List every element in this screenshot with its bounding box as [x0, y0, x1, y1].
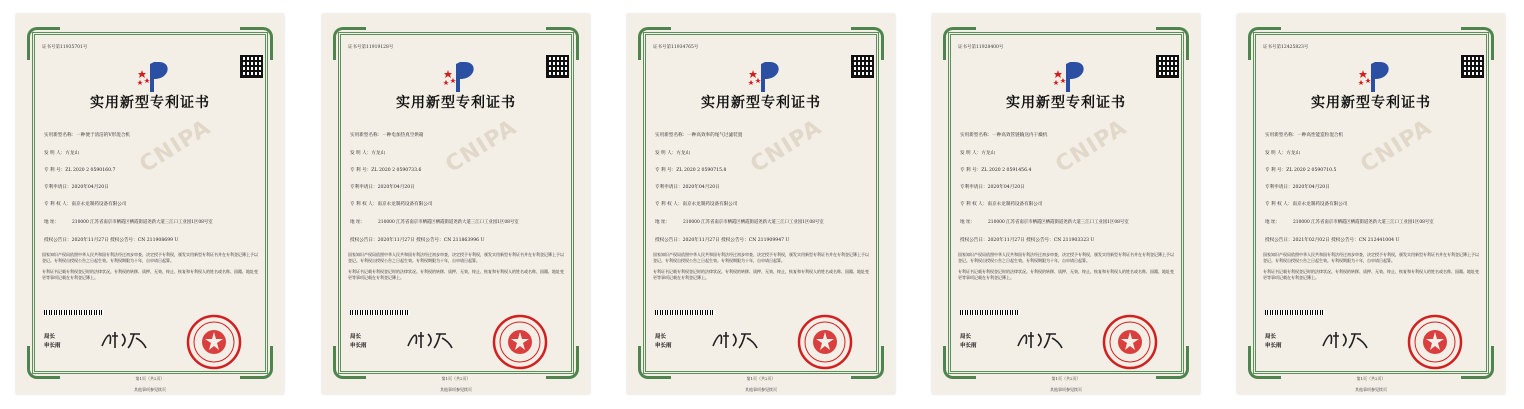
director-name: 申长雨 — [655, 343, 672, 349]
qr-code-icon — [851, 55, 874, 78]
footer-note: 其他事项参见续页 — [745, 387, 777, 392]
legal-status-paragraph: 专利证书记载专利权登记时的法律状况。专利权的转移、质押、无效、终止、恢复和专利权人的姓名或名称、国籍、地址变更等事项记载在专利登记簿上。 — [958, 269, 1174, 280]
certificate-title: 实用新型专利证书 — [1311, 95, 1431, 111]
director-name: 申长雨 — [1265, 343, 1282, 349]
cnipa-logo-icon — [134, 58, 174, 94]
legal-status-paragraph: 专利证书记载专利权登记时的法律状况。专利权的转移、质押、无效、终止、恢复和专利权人的姓名或名称、国籍、地址变更等事项记载在专利登记簿上。 — [653, 269, 869, 280]
patent-certificate-1 — [16, 14, 284, 394]
signature-icon — [1016, 328, 1066, 350]
signature-icon — [711, 328, 761, 350]
patent-number: 专 利 号：ZL 2020 2 0591456.4 — [960, 168, 1032, 173]
certificate-number: 证书号第11919128号 — [348, 45, 394, 50]
address-label: 地 址： — [655, 220, 671, 225]
certificate-number: 证书号第12425823号 — [1263, 45, 1309, 50]
grant-notice: 授权公告日：2020年11月27日 授权公告号：CN 211909947 U — [655, 238, 790, 243]
certificate-number: 证书号第11935701号 — [42, 45, 88, 50]
grant-paragraph: 国家知识产权局依照中华人民共和国专利法经过初步审查，决定授予专利权，颁发实用新型专利证书并在专利登记簿上予以登记。专利权自授权公告之日起生效。专利权期限为十年，自申请日起算。 — [653, 252, 869, 263]
footer-note: 其他事项参见续页 — [134, 387, 166, 392]
official-seal-icon — [186, 314, 242, 370]
footer-note: 其他事项参见续页 — [1355, 387, 1387, 392]
certificate-number: 证书号第11934765号 — [653, 45, 699, 50]
cnipa-logo-icon — [745, 58, 785, 94]
director-name: 申长雨 — [350, 343, 367, 349]
certificate-title: 实用新型专利证书 — [701, 95, 821, 111]
corner-ornament-icon — [1461, 346, 1494, 379]
cnipa-watermark: CNIPA — [1356, 115, 1437, 178]
corner-ornament-icon — [240, 346, 273, 379]
director-title: 局长 — [350, 334, 362, 340]
utility-model-name: 实用新型名称：一种电加热真空烘箱 — [350, 133, 424, 138]
certificate-title: 实用新型专利证书 — [1006, 95, 1126, 111]
barcode-icon — [1265, 310, 1325, 315]
patent-certificate-2 — [322, 14, 590, 394]
barcode-icon — [960, 310, 1020, 315]
corner-ornament-icon — [333, 346, 366, 379]
grant-paragraph: 国家知识产权局依照中华人民共和国专利法经过初步审查，决定授予专利权，颁发实用新型专利证书并在专利登记簿上予以登记。专利权自授权公告之日起生效。专利权期限为十年，自申请日起算。 — [348, 252, 564, 263]
qr-code-icon — [546, 55, 569, 78]
corner-ornament-icon — [1248, 346, 1281, 379]
footer-note: 其他事项参见续页 — [440, 387, 472, 392]
corner-ornament-icon — [1156, 346, 1189, 379]
director-name: 申长雨 — [44, 343, 61, 349]
address-label: 地 址： — [960, 220, 976, 225]
qr-code-icon — [1461, 55, 1484, 78]
address: 210000 江苏省南京市栖霞区栖霞街道尧新大道三江口工业园1区08号室 — [988, 220, 1129, 225]
grant-notice: 授权公告日：2020年11月27日 授权公告号：CN 211903323 U — [960, 238, 1095, 243]
patent-number: 专 利 号：ZL 2020 2 0590715.8 — [655, 168, 727, 173]
grant-paragraph: 国家知识产权局依照中华人民共和国专利法经过初步审查，决定授予专利权，颁发实用新型专利证书并在专利登记簿上予以登记。专利权自授权公告之日起生效。专利权期限为十年，自申请日起算。 — [958, 252, 1174, 263]
utility-model-name: 实用新型名称：一种高效管链输送内干燥机 — [960, 133, 1048, 138]
grant-notice: 授权公告日：2021年02月02日 授权公告号：CN 212441004 U — [1265, 238, 1400, 243]
patent-certificate-4 — [932, 14, 1200, 394]
inventor: 发 明 人：方龙山 — [350, 151, 386, 156]
certificate-title: 实用新型专利证书 — [90, 95, 210, 111]
director-title: 局长 — [44, 334, 56, 340]
utility-model-name: 实用新型名称：一种高效率的尾气过滤装置 — [655, 133, 743, 138]
application-date: 专利申请日：2020年04月20日 — [44, 185, 109, 190]
address: 210000 江苏省南京市栖霞区栖霞街道尧新大道三江口工业园1区08号室 — [683, 220, 824, 225]
patent-number: 专 利 号：ZL 2020 2 0590710.5 — [1265, 168, 1337, 173]
inventor: 发 明 人：方龙山 — [655, 151, 691, 156]
page-note: 第1页（共2页） — [746, 376, 776, 381]
page-note: 第1页（共2页） — [441, 376, 471, 381]
barcode-icon — [44, 310, 104, 315]
barcode-icon — [350, 310, 410, 315]
qr-code-icon — [1156, 55, 1179, 78]
cnipa-logo-icon — [1355, 58, 1395, 94]
footer-note: 其他事项参见续页 — [1050, 387, 1082, 392]
legal-status-paragraph: 专利证书记载专利权登记时的法律状况。专利权的转移、质押、无效、终止、恢复和专利权人的姓名或名称、国籍、地址变更等事项记载在专利登记簿上。 — [1263, 269, 1479, 280]
grant-notice: 授权公告日：2020年11月27日 授权公告号：CN 211908699 U — [44, 238, 179, 243]
cnipa-watermark: CNIPA — [135, 115, 216, 178]
patentee: 专 利 权 人：南京永龙制药设备有限公司 — [1265, 202, 1348, 207]
patent-certificate-3 — [627, 14, 895, 394]
certificate-number: 证书号第11928400号 — [958, 45, 1004, 50]
application-date: 专利申请日：2020年04月20日 — [350, 185, 415, 190]
corner-ornament-icon — [638, 346, 671, 379]
cnipa-logo-icon — [1050, 58, 1090, 94]
legal-status-paragraph: 专利证书记载专利权登记时的法律状况。专利权的转移、质押、无效、终止、恢复和专利权人的姓名或名称、国籍、地址变更等事项记载在专利登记簿上。 — [42, 269, 258, 280]
address-label: 地 址： — [1265, 220, 1281, 225]
inventor: 发 明 人：方龙山 — [1265, 151, 1301, 156]
corner-ornament-icon — [546, 346, 579, 379]
patent-number: 专 利 号：ZL 2020 2 0590733.6 — [350, 168, 422, 173]
inventor: 发 明 人：方龙山 — [44, 151, 80, 156]
official-seal-icon — [1102, 314, 1158, 370]
address: 210000 江苏省南京市栖霞区栖霞街道尧新大道三江口工业园1区08号室 — [1293, 220, 1434, 225]
cnipa-logo-icon — [440, 58, 480, 94]
address: 210000 江苏省南京市栖霞区栖霞街道尧新大道三江口工业园1区08号室 — [378, 220, 519, 225]
signature-icon — [1321, 328, 1371, 350]
cnipa-watermark: CNIPA — [1051, 115, 1132, 178]
patentee: 专 利 权 人：南京永龙制药设备有限公司 — [44, 202, 127, 207]
inventor: 发 明 人：方龙山 — [960, 151, 996, 156]
patent-certificate-5 — [1237, 14, 1505, 394]
utility-model-name: 实用新型名称：一种便于清洁的V形混合机 — [44, 133, 131, 138]
patentee: 专 利 权 人：南京永龙制药设备有限公司 — [960, 202, 1043, 207]
application-date: 专利申请日：2020年04月20日 — [960, 185, 1025, 190]
cnipa-watermark: CNIPA — [441, 115, 522, 178]
address-label: 地 址： — [44, 220, 60, 225]
corner-ornament-icon — [851, 346, 884, 379]
utility-model-name: 实用新型名称：一种高性能造粒混合机 — [1265, 133, 1344, 138]
patentee: 专 利 权 人：南京永龙制药设备有限公司 — [350, 202, 433, 207]
application-date: 专利申请日：2020年04月20日 — [1265, 185, 1330, 190]
director-title: 局长 — [1265, 334, 1277, 340]
address: 210000 江苏省南京市栖霞区栖霞街道尧新大道三江口工业园1区08号室 — [72, 220, 213, 225]
address-label: 地 址： — [350, 220, 366, 225]
corner-ornament-icon — [27, 346, 60, 379]
certificate-title: 实用新型专利证书 — [396, 95, 516, 111]
patentee: 专 利 权 人：南京永龙制药设备有限公司 — [655, 202, 738, 207]
signature-icon — [406, 328, 456, 350]
signature-icon — [100, 328, 150, 350]
director-title: 局长 — [960, 334, 972, 340]
grant-notice: 授权公告日：2020年11月27日 授权公告号：CN 211863996 U — [350, 238, 485, 243]
director-title: 局长 — [655, 334, 667, 340]
grant-paragraph: 国家知识产权局依照中华人民共和国专利法经过初步审查，决定授予专利权，颁发实用新型专利证书并在专利登记簿上予以登记。专利权自授权公告之日起生效。专利权期限为十年，自申请日起算。 — [1263, 252, 1479, 263]
barcode-icon — [655, 310, 715, 315]
corner-ornament-icon — [943, 346, 976, 379]
official-seal-icon — [492, 314, 548, 370]
application-date: 专利申请日：2020年04月20日 — [655, 185, 720, 190]
patent-number: 专 利 号：ZL 2020 2 0590160.7 — [44, 168, 116, 173]
official-seal-icon — [1407, 314, 1463, 370]
grant-paragraph: 国家知识产权局依照中华人民共和国专利法经过初步审查，决定授予专利权，颁发实用新型专利证书并在专利登记簿上予以登记。专利权自授权公告之日起生效。专利权期限为十年，自申请日起算。 — [42, 252, 258, 263]
legal-status-paragraph: 专利证书记载专利权登记时的法律状况。专利权的转移、质押、无效、终止、恢复和专利权人的姓名或名称、国籍、地址变更等事项记载在专利登记簿上。 — [348, 269, 564, 280]
qr-code-icon — [240, 55, 263, 78]
official-seal-icon — [797, 314, 853, 370]
page-note: 第1页（共2页） — [1051, 376, 1081, 381]
director-name: 申长雨 — [960, 343, 977, 349]
page-note: 第1页（共2页） — [135, 376, 165, 381]
page-note: 第1页（共2页） — [1356, 376, 1386, 381]
cnipa-watermark: CNIPA — [746, 115, 827, 178]
